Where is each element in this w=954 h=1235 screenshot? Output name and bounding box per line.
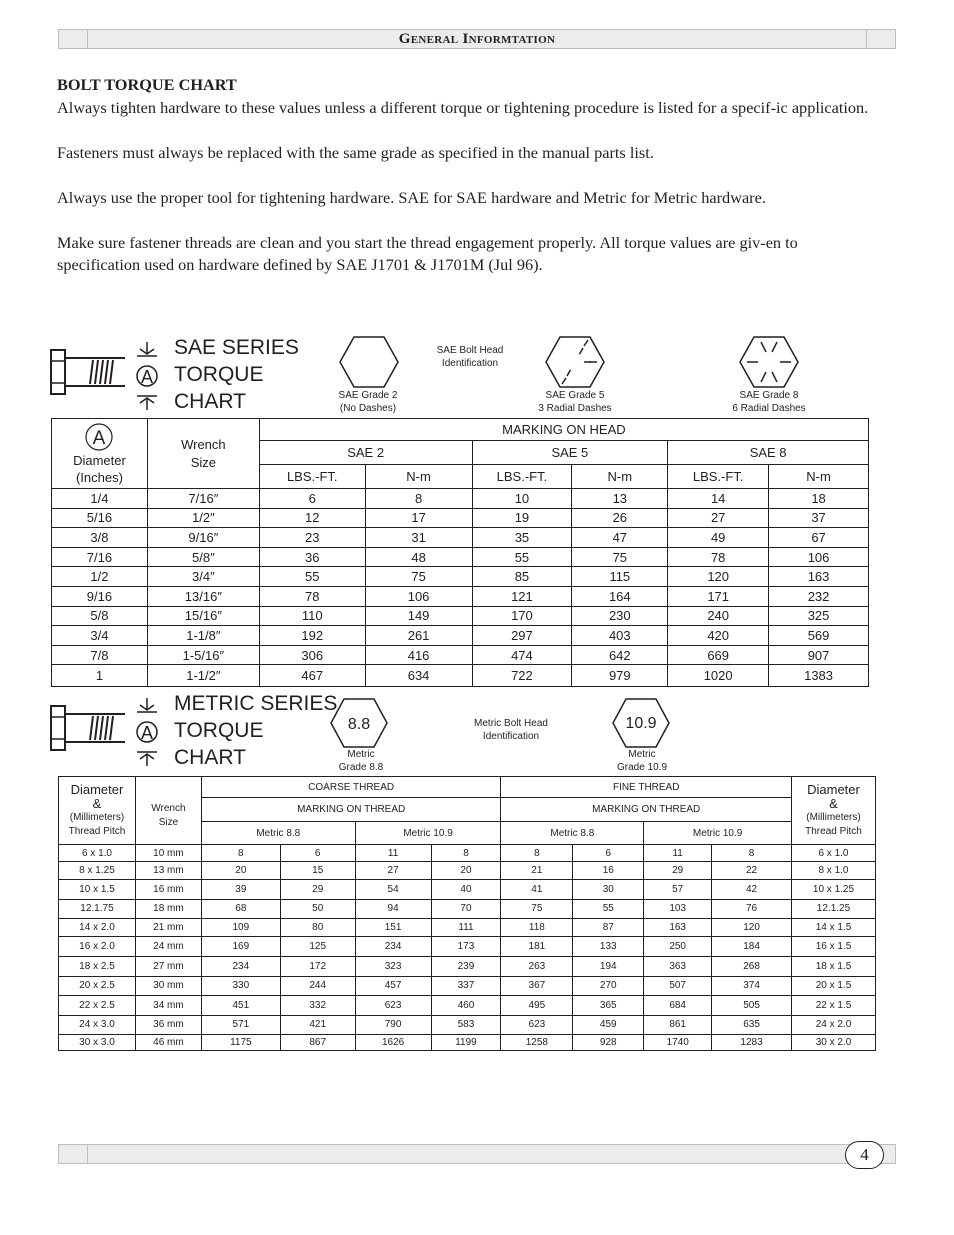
sae-grade-5-label: SAE Grade 5 3 Radial Dashes xyxy=(538,390,612,414)
sae-table-body xyxy=(52,489,869,687)
metric-table-cell: 109 xyxy=(201,918,280,936)
metric-table-cell: 495 xyxy=(501,995,573,1015)
sae-table-cell: 7/16″ xyxy=(147,489,259,509)
section-heading: BOLT TORQUE CHART xyxy=(57,75,237,94)
sae-table-cell: 1/4 xyxy=(52,489,148,509)
metric-table-cell: 15 xyxy=(280,862,355,880)
metric-grade-10-9-head-icon xyxy=(612,698,670,748)
metric-table-cell: 36 mm xyxy=(135,1015,201,1035)
metric-table-cell: 6 x 1.0 xyxy=(59,845,136,862)
metric-diameter-right-header xyxy=(791,777,875,845)
metric-table-row xyxy=(59,936,876,956)
footer-bar-left-cap xyxy=(59,1145,88,1163)
metric-table-cell: 270 xyxy=(573,976,644,995)
metric-table-cell: 80 xyxy=(280,918,355,936)
sae-table-cell: 230 xyxy=(572,606,668,626)
sae-table-cell: 474 xyxy=(472,645,572,665)
metric-table-cell: 54 xyxy=(355,880,431,900)
metric-table-cell: 367 xyxy=(501,976,573,995)
metric-table-cell: 1626 xyxy=(355,1035,431,1051)
sae-table-cell: 170 xyxy=(472,606,572,626)
metric-grade-10-9-label: Metric Grade 10.9 xyxy=(616,749,668,773)
sae-table-cell: 232 xyxy=(769,586,869,606)
metric-diameter-left-header xyxy=(59,777,136,845)
metric-table-cell: 250 xyxy=(644,936,712,956)
sae-table-cell: 106 xyxy=(365,586,472,606)
sae-2-nm-header: N-m xyxy=(365,465,472,489)
sae-table-cell: 106 xyxy=(769,547,869,567)
metric-table-row xyxy=(59,845,876,862)
metric-bolt-diagram-icon xyxy=(50,696,168,768)
intro-paragraph-3: Always use the proper tool for tightening hardware. SAE for SAE hardware and Metric for Metric hardware. xyxy=(57,187,766,207)
metric-table-row xyxy=(59,976,876,995)
metric-table-cell: 111 xyxy=(431,918,501,936)
metric-fine-marking-header: MARKING ON THREAD xyxy=(501,798,792,822)
sae-table-cell: 325 xyxy=(769,606,869,626)
intro-paragraph-4: Make sure fastener threads are clean and you start the thread engagement properly. All torque values are giv-en to specification used on hardware defined by SAE J1701 & J1701M (Jul 96). xyxy=(57,232,798,274)
sae-table-row xyxy=(52,606,869,626)
metric-coarse-marking-header: MARKING ON THREAD xyxy=(201,798,501,822)
sae-table-row xyxy=(52,645,869,665)
sae-table-cell: 634 xyxy=(365,665,472,687)
sae-grade-2-head-icon xyxy=(339,336,399,388)
sae-table-cell: 722 xyxy=(472,665,572,687)
metric-table-cell: 6 xyxy=(573,845,644,862)
metric-diameter-right-label: Diameter xyxy=(807,781,860,797)
sae-table-cell: 149 xyxy=(365,606,472,626)
sae-series-title: SAE SERIES TORQUE CHART xyxy=(174,336,299,413)
metric-table-cell: 120 xyxy=(712,918,792,936)
metric-table-cell: 10 x 1.25 xyxy=(791,880,875,900)
metric-table-cell: 18 x 2.5 xyxy=(59,956,136,976)
metric-table-row xyxy=(59,1015,876,1035)
sae-5-nm-header: N-m xyxy=(572,465,668,489)
metric-amp-left: & xyxy=(92,795,102,811)
metric-table-cell: 268 xyxy=(712,956,792,976)
metric-table-cell: 75 xyxy=(501,899,573,918)
metric-table-cell: 8 x 1.25 xyxy=(59,862,136,880)
sae-table-cell: 164 xyxy=(572,586,668,606)
metric-table-cell: 103 xyxy=(644,899,712,918)
sae-table-cell: 3/4″ xyxy=(147,567,259,587)
sae-table-cell: 13 xyxy=(572,489,668,509)
metric-table-cell: 337 xyxy=(431,976,501,995)
sae-table-cell: 55 xyxy=(259,567,365,587)
metric-table-cell: 507 xyxy=(644,976,712,995)
sae-table-cell: 78 xyxy=(668,547,769,567)
metric-table-cell: 1740 xyxy=(644,1035,712,1051)
sae-grade-2-label: SAE Grade 2 (No Dashes) xyxy=(338,390,398,414)
metric-table-cell: 87 xyxy=(573,918,644,936)
metric-table-cell: 24 mm xyxy=(135,936,201,956)
sae-table-row xyxy=(52,489,869,509)
metric-table-cell: 583 xyxy=(431,1015,501,1035)
sae-grade-8-label: SAE Grade 8 6 Radial Dashes xyxy=(732,390,806,414)
metric-table-cell: 39 xyxy=(201,880,280,900)
metric-table-cell: 8 x 1.0 xyxy=(791,862,875,880)
metric-table-cell: 234 xyxy=(201,956,280,976)
sae-diameter-label: Diameter (Inches) xyxy=(73,453,126,485)
metric-table-cell: 635 xyxy=(712,1015,792,1035)
metric-table-cell: 70 xyxy=(431,899,501,918)
metric-table-cell: 12.1.75 xyxy=(59,899,136,918)
metric-table-cell: 68 xyxy=(201,899,280,918)
metric-table-cell: 20 xyxy=(201,862,280,880)
sae-head-id-label: SAE Bolt Head Identification xyxy=(436,345,504,369)
metric-table-cell: 1258 xyxy=(501,1035,573,1051)
metric-table-cell: 29 xyxy=(644,862,712,880)
metric-table-cell: 30 xyxy=(573,880,644,900)
metric-table-cell: 13 mm xyxy=(135,862,201,880)
metric-table-cell: 16 mm xyxy=(135,880,201,900)
sae-table-cell: 47 xyxy=(572,528,668,548)
sae-table-cell: 75 xyxy=(572,547,668,567)
sae-table-cell: 6 xyxy=(259,489,365,509)
metric-table-cell: 22 xyxy=(712,862,792,880)
sae-table-cell: 306 xyxy=(259,645,365,665)
sae-8-header: SAE 8 xyxy=(668,441,869,465)
sae-wrench-header: Wrench Size xyxy=(147,419,259,489)
metric-table-cell: 6 x 1.0 xyxy=(791,845,875,862)
sae-table-cell: 49 xyxy=(668,528,769,548)
metric-table-cell: 76 xyxy=(712,899,792,918)
metric-table-cell: 16 x 1.5 xyxy=(791,936,875,956)
metric-table-cell: 184 xyxy=(712,936,792,956)
sae-table-cell: 55 xyxy=(472,547,572,567)
metric-table-cell: 234 xyxy=(355,936,431,956)
metric-table-cell: 22 x 1.5 xyxy=(791,995,875,1015)
metric-pitch-left: Thread Pitch xyxy=(68,825,126,837)
sae-8-nm-header: N-m xyxy=(769,465,869,489)
sae-table-cell: 1-1/8″ xyxy=(147,626,259,646)
metric-table-cell: 94 xyxy=(355,899,431,918)
metric-table-cell: 867 xyxy=(280,1035,355,1051)
metric-table-cell: 790 xyxy=(355,1015,431,1035)
sae-table-cell: 35 xyxy=(472,528,572,548)
sae-table-cell: 9/16″ xyxy=(147,528,259,548)
metric-table-cell: 363 xyxy=(644,956,712,976)
sae-torque-table xyxy=(51,418,869,687)
sae-grade-5-head-icon xyxy=(545,336,605,388)
metric-table-cell: 27 mm xyxy=(135,956,201,976)
metric-table-cell: 181 xyxy=(501,936,573,956)
sae-table-cell: 7/16 xyxy=(52,547,148,567)
sae-table-cell: 1020 xyxy=(668,665,769,687)
sae-table-cell: 907 xyxy=(769,645,869,665)
sae-table-cell: 23 xyxy=(259,528,365,548)
sae-table-row xyxy=(52,626,869,646)
sae-table-cell: 979 xyxy=(572,665,668,687)
page-number: 4 xyxy=(845,1141,884,1169)
sae-table-cell: 115 xyxy=(572,567,668,587)
sae-table-row xyxy=(52,528,869,548)
metric-table-cell: 1199 xyxy=(431,1035,501,1051)
sae-table-cell: 1/2″ xyxy=(147,508,259,528)
sae-table-cell: 19 xyxy=(472,508,572,528)
metric-table-row xyxy=(59,995,876,1015)
sae-table-cell: 31 xyxy=(365,528,472,548)
metric-table-cell: 8 xyxy=(431,845,501,862)
sae-table-cell: 3/8 xyxy=(52,528,148,548)
metric-table-cell: 14 x 1.5 xyxy=(791,918,875,936)
metric-grade-8-8-label: Metric Grade 8.8 xyxy=(338,749,384,773)
metric-grade-10-9-mark: 10.9 xyxy=(625,715,657,732)
metric-table-cell: 459 xyxy=(573,1015,644,1035)
metric-table-cell: 332 xyxy=(280,995,355,1015)
metric-table-row xyxy=(59,899,876,918)
sae-table-cell: 27 xyxy=(668,508,769,528)
metric-table-cell: 172 xyxy=(280,956,355,976)
sae-table-cell: 1/2 xyxy=(52,567,148,587)
metric-table-cell: 42 xyxy=(712,880,792,900)
metric-table-cell: 18 mm xyxy=(135,899,201,918)
sae-table-cell: 192 xyxy=(259,626,365,646)
metric-table-cell: 30 mm xyxy=(135,976,201,995)
sae-table-cell: 569 xyxy=(769,626,869,646)
sae-diameter-header xyxy=(52,419,148,489)
metric-table-cell: 10 mm xyxy=(135,845,201,862)
page-header-title: General Informtation xyxy=(398,31,556,47)
sae-table-cell: 5/8 xyxy=(52,606,148,626)
sae-table-cell: 1-1/2″ xyxy=(147,665,259,687)
sae-8-lbsft-header: LBS.-FT. xyxy=(668,465,769,489)
sae-table-cell: 669 xyxy=(668,645,769,665)
sae-grade-8-head-icon xyxy=(739,336,799,388)
metric-table-cell: 41 xyxy=(501,880,573,900)
sae-table-cell: 48 xyxy=(365,547,472,567)
metric-table-cell: 34 mm xyxy=(135,995,201,1015)
sae-table-cell: 240 xyxy=(668,606,769,626)
sae-2-header: SAE 2 xyxy=(259,441,472,465)
sae-table-cell: 403 xyxy=(572,626,668,646)
metric-coarse-10-9-header: Metric 10.9 xyxy=(355,822,501,845)
metric-table-cell: 169 xyxy=(201,936,280,956)
metric-table-cell: 173 xyxy=(431,936,501,956)
metric-table-cell: 40 xyxy=(431,880,501,900)
sae-table-cell: 171 xyxy=(668,586,769,606)
metric-table-cell: 30 x 2.0 xyxy=(791,1035,875,1051)
sae-table-cell: 7/8 xyxy=(52,645,148,665)
sae-table-cell: 36 xyxy=(259,547,365,567)
metric-table-cell: 133 xyxy=(573,936,644,956)
sae-table-row xyxy=(52,547,869,567)
metric-wrench-header: Wrench Size xyxy=(135,777,201,845)
sae-table-cell: 14 xyxy=(668,489,769,509)
sae-table-cell: 10 xyxy=(472,489,572,509)
metric-table-cell: 457 xyxy=(355,976,431,995)
metric-table-cell: 1175 xyxy=(201,1035,280,1051)
metric-fine-header: FINE THREAD xyxy=(501,777,792,798)
sae-table-cell: 37 xyxy=(769,508,869,528)
metric-table-cell: 50 xyxy=(280,899,355,918)
metric-table-cell: 12.1.25 xyxy=(791,899,875,918)
metric-table-cell: 263 xyxy=(501,956,573,976)
sae-diameter-marker-icon xyxy=(82,422,116,452)
metric-table-cell: 239 xyxy=(431,956,501,976)
sae-table-cell: 12 xyxy=(259,508,365,528)
sae-table-cell: 467 xyxy=(259,665,365,687)
metric-table-cell: 421 xyxy=(280,1015,355,1035)
metric-table-cell: 8 xyxy=(501,845,573,862)
sae-5-lbsft-header: LBS.-FT. xyxy=(472,465,572,489)
metric-table-cell: 125 xyxy=(280,936,355,956)
sae-bolt-diagram-icon xyxy=(50,340,168,412)
metric-table-cell: 21 xyxy=(501,862,573,880)
metric-table-cell: 861 xyxy=(644,1015,712,1035)
metric-table-cell: 21 mm xyxy=(135,918,201,936)
metric-table-cell: 1283 xyxy=(712,1035,792,1051)
metric-table-cell: 365 xyxy=(573,995,644,1015)
sae-table-cell: 110 xyxy=(259,606,365,626)
sae-table-cell: 163 xyxy=(769,567,869,587)
sae-table-cell: 67 xyxy=(769,528,869,548)
sae-table-row xyxy=(52,586,869,606)
metric-table-cell: 460 xyxy=(431,995,501,1015)
sae-marking-header: MARKING ON HEAD xyxy=(259,419,868,441)
metric-table-cell: 11 xyxy=(355,845,431,862)
sae-table-cell: 75 xyxy=(365,567,472,587)
metric-table-cell: 163 xyxy=(644,918,712,936)
metric-table-cell: 55 xyxy=(573,899,644,918)
sae-table-cell: 416 xyxy=(365,645,472,665)
metric-table-cell: 374 xyxy=(712,976,792,995)
metric-table-cell: 323 xyxy=(355,956,431,976)
metric-fine-8-8-header: Metric 8.8 xyxy=(501,822,644,845)
metric-table-cell: 57 xyxy=(644,880,712,900)
metric-table-cell: 20 x 2.5 xyxy=(59,976,136,995)
metric-table-cell: 330 xyxy=(201,976,280,995)
metric-table-cell: 194 xyxy=(573,956,644,976)
metric-table-cell: 16 xyxy=(573,862,644,880)
sae-diameter-marker: A xyxy=(93,428,106,449)
metric-coarse-header: COARSE THREAD xyxy=(201,777,501,798)
sae-table-cell: 85 xyxy=(472,567,572,587)
footer-bar xyxy=(58,1144,896,1164)
sae-table-row xyxy=(52,665,869,687)
metric-table-cell: 46 mm xyxy=(135,1035,201,1051)
metric-grade-8-8-head-icon xyxy=(330,698,388,748)
metric-table-cell: 6 xyxy=(280,845,355,862)
sae-table-cell: 8 xyxy=(365,489,472,509)
metric-table-cell: 14 x 2.0 xyxy=(59,918,136,936)
sae-table-cell: 420 xyxy=(668,626,769,646)
intro-paragraph-1: Always tighten hardware to these values unless a different torque or tightening procedure is listed for a specif-ic application. xyxy=(57,97,869,117)
metric-mm-right: (Millimeters) xyxy=(806,811,861,823)
metric-table-cell: 30 x 3.0 xyxy=(59,1035,136,1051)
sae-table-cell: 121 xyxy=(472,586,572,606)
header-bar xyxy=(58,29,896,49)
metric-table-cell: 20 xyxy=(431,862,501,880)
metric-table-body xyxy=(59,845,876,1051)
sae-table-row xyxy=(52,508,869,528)
sae-table-cell: 5/8″ xyxy=(147,547,259,567)
metric-table-cell: 571 xyxy=(201,1015,280,1035)
metric-table-cell: 22 x 2.5 xyxy=(59,995,136,1015)
metric-table-cell: 27 xyxy=(355,862,431,880)
sae-table-cell: 3/4 xyxy=(52,626,148,646)
metric-amp-right: & xyxy=(829,795,838,811)
sae-table-cell: 1 xyxy=(52,665,148,687)
metric-table-cell: 928 xyxy=(573,1035,644,1051)
sae-table-cell: 9/16 xyxy=(52,586,148,606)
metric-table-cell: 118 xyxy=(501,918,573,936)
metric-table-cell: 151 xyxy=(355,918,431,936)
metric-series-title: METRIC SERIES TORQUE CHART xyxy=(174,692,338,769)
sae-5-header: SAE 5 xyxy=(472,441,668,465)
metric-bolt-marker: A xyxy=(140,723,154,743)
sae-table-cell: 1383 xyxy=(769,665,869,687)
metric-table-cell: 451 xyxy=(201,995,280,1015)
metric-table-cell: 8 xyxy=(712,845,792,862)
metric-table-cell: 8 xyxy=(201,845,280,862)
metric-mm-left: (Millimeters) xyxy=(69,811,125,823)
metric-table-cell: 684 xyxy=(644,995,712,1015)
metric-table-row xyxy=(59,1035,876,1051)
sae-table-cell: 297 xyxy=(472,626,572,646)
metric-table-cell: 16 x 2.0 xyxy=(59,936,136,956)
metric-table-cell: 29 xyxy=(280,880,355,900)
metric-table-cell: 10 x 1.5 xyxy=(59,880,136,900)
metric-table-cell: 244 xyxy=(280,976,355,995)
metric-table-row xyxy=(59,918,876,936)
metric-grade-8-8-mark: 8.8 xyxy=(347,716,371,733)
metric-coarse-8-8-header: Metric 8.8 xyxy=(201,822,355,845)
metric-table-row xyxy=(59,880,876,900)
sae-table-cell: 78 xyxy=(259,586,365,606)
sae-2-lbsft-header: LBS.-FT. xyxy=(259,465,365,489)
metric-table-cell: 505 xyxy=(712,995,792,1015)
sae-table-cell: 17 xyxy=(365,508,472,528)
metric-diameter-left-label: Diameter xyxy=(70,781,124,797)
metric-table-cell: 18 x 1.5 xyxy=(791,956,875,976)
metric-table-cell: 623 xyxy=(355,995,431,1015)
sae-table-cell: 120 xyxy=(668,567,769,587)
metric-pitch-right: Thread Pitch xyxy=(805,825,862,837)
sae-table-cell: 261 xyxy=(365,626,472,646)
metric-table-cell: 623 xyxy=(501,1015,573,1035)
sae-bolt-marker: A xyxy=(140,367,154,387)
metric-table-row xyxy=(59,862,876,880)
metric-table-cell: 24 x 2.0 xyxy=(791,1015,875,1035)
metric-table-cell: 11 xyxy=(644,845,712,862)
sae-table-row xyxy=(52,567,869,587)
metric-table-cell: 24 x 3.0 xyxy=(59,1015,136,1035)
metric-torque-table xyxy=(58,776,876,1051)
sae-table-cell: 18 xyxy=(769,489,869,509)
sae-table-cell: 5/16 xyxy=(52,508,148,528)
sae-table-cell: 13/16″ xyxy=(147,586,259,606)
sae-table-cell: 26 xyxy=(572,508,668,528)
sae-table-cell: 1-5/16″ xyxy=(147,645,259,665)
metric-table-row xyxy=(59,956,876,976)
sae-table-cell: 642 xyxy=(572,645,668,665)
metric-head-id-label: Metric Bolt Head Identification xyxy=(474,718,548,742)
sae-table-cell: 15/16″ xyxy=(147,606,259,626)
metric-table-cell: 20 x 1.5 xyxy=(791,976,875,995)
intro-section xyxy=(57,74,877,299)
metric-fine-10-9-header: Metric 10.9 xyxy=(644,822,792,845)
intro-paragraph-2: Fasteners must always be replaced with the same grade as specified in the manual parts list. xyxy=(57,142,654,162)
